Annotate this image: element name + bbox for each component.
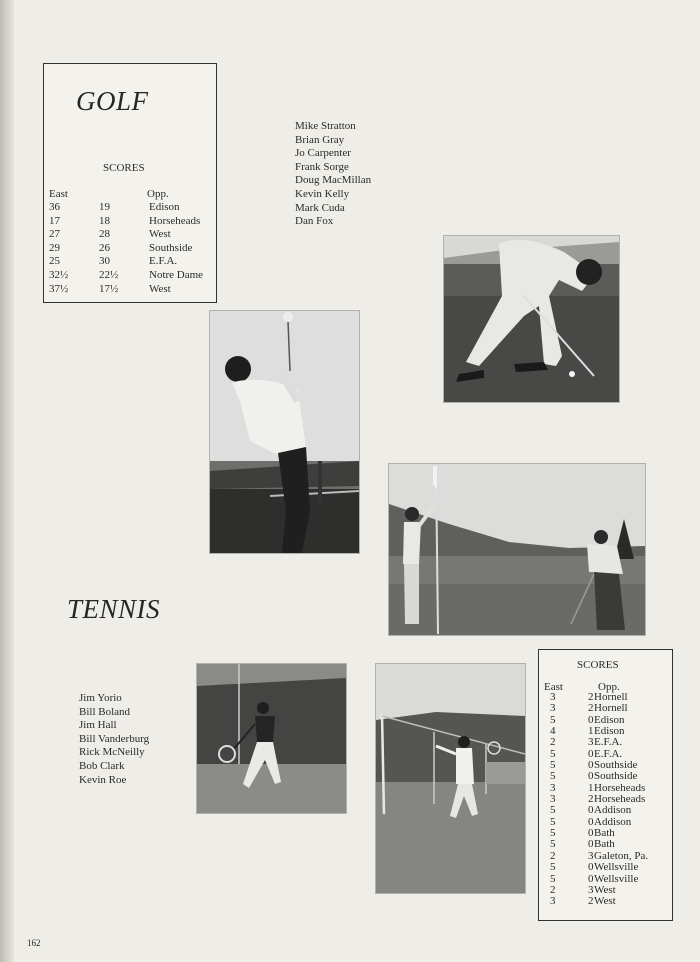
tennis-score-team: Horseheads	[594, 793, 646, 806]
golf-score-row	[49, 283, 214, 297]
golf-roster-name: Brian Gray	[295, 133, 345, 146]
tennis-score-opp: 1	[588, 725, 594, 738]
golf-roster-name: Dan Fox	[295, 215, 334, 228]
golf-roster-name: Doug MacMillan	[295, 174, 372, 187]
golf-score-row	[49, 228, 214, 242]
golf-score-team: Edison	[149, 201, 180, 213]
tennis-score-opp: 0	[588, 838, 594, 851]
tennis-score-team: Bath	[594, 838, 615, 851]
tennis-score-team: Wellsville	[594, 872, 639, 885]
tennis-score-opp: 3	[588, 883, 594, 896]
tennis-score-team: E.F.A.	[594, 736, 623, 749]
tennis-score-opp: 2	[588, 702, 594, 715]
tennis-score-opp: 0	[588, 759, 594, 772]
golf-score-east: 17	[49, 214, 60, 227]
tennis-score-opp: 3	[588, 736, 594, 749]
golf-score-row	[49, 215, 214, 229]
tennis-score-team: Addison	[594, 815, 632, 828]
golf-score-row	[49, 269, 214, 283]
tennis-score-opp: 1	[588, 781, 594, 794]
tennis-score-east: 5	[550, 872, 556, 885]
golf-score-east: 37½	[49, 282, 69, 295]
tennis-scores-heading: SCORES	[577, 659, 619, 671]
golf-roster	[295, 120, 371, 229]
tennis-score-team: Bath	[594, 827, 615, 840]
golf-title: GOLF	[76, 86, 149, 116]
golf-score-opp: 19	[99, 201, 110, 213]
golf-score-opp: 22½	[99, 268, 119, 281]
golf-score-team: Southside	[149, 241, 193, 254]
golf-score-opp: 18	[99, 214, 110, 227]
tennis-score-team: West	[594, 883, 616, 896]
tennis-score-opp: 0	[588, 747, 594, 760]
golf-col-opp: Opp.	[147, 188, 169, 200]
golf-score-opp: 28	[99, 228, 110, 241]
tennis-score-opp: 0	[588, 872, 594, 885]
golf-score-opp: 30	[99, 255, 110, 268]
tennis-score-team: Southside	[594, 770, 638, 783]
tennis-score-east: 5	[550, 838, 556, 851]
golf-roster-name: Frank Sorge	[295, 160, 349, 173]
tennis-score-opp: 2	[588, 793, 594, 806]
tennis-score-opp: 0	[588, 713, 594, 726]
golf-photo-putting	[444, 236, 619, 402]
golf-score-east: 29	[49, 241, 60, 254]
golf-score-east: 32½	[49, 268, 69, 281]
tennis-score-opp: 2	[588, 895, 594, 908]
tennis-roster-name: Rick McNeilly	[79, 746, 145, 759]
tennis-roster-name: Bill Boland	[79, 705, 131, 718]
tennis-score-opp: 2	[588, 691, 594, 703]
tennis-score-east: 3	[550, 895, 556, 908]
tennis-score-team: Hornell	[594, 691, 628, 703]
tennis-score-team: Horseheads	[594, 781, 646, 794]
tennis-score-team: Edison	[594, 725, 625, 738]
golf-roster-name: Mark Cuda	[295, 201, 345, 214]
tennis-score-east: 5	[550, 827, 556, 840]
golf-score-row	[49, 255, 214, 269]
golf-score-team: West	[149, 228, 171, 241]
tennis-roster-name: Jim Yorio	[79, 692, 122, 704]
golf-photo-green	[389, 464, 645, 635]
golf-scores-heading: SCORES	[103, 162, 145, 174]
tennis-title: TENNIS	[67, 594, 161, 624]
tennis-score-team: Wellsville	[594, 861, 639, 874]
tennis-score-east: 5	[550, 804, 556, 817]
tennis-score-opp: 0	[588, 827, 594, 840]
tennis-roster-name: Bob Clark	[79, 759, 125, 772]
tennis-score-row	[544, 703, 670, 714]
tennis-score-east: 3	[550, 702, 556, 715]
tennis-roster-name: Bill Vanderburg	[79, 732, 150, 745]
golf-roster-name: Kevin Kelly	[295, 187, 350, 200]
golf-score-team: Notre Dame	[149, 268, 204, 281]
tennis-col-east: East	[544, 681, 563, 693]
golf-photo-swing	[210, 311, 359, 553]
golf-roster-name: Jo Carpenter	[295, 147, 351, 160]
tennis-score-row	[544, 896, 670, 907]
tennis-col-opp: Opp.	[598, 681, 620, 693]
tennis-score-team: Galeton, Pa.	[594, 849, 649, 862]
tennis-photo-forehand	[197, 664, 346, 813]
tennis-score-east: 5	[550, 861, 556, 874]
tennis-score-east: 2	[550, 883, 556, 896]
tennis-score-team: West	[594, 895, 616, 908]
golf-col-east: East	[49, 188, 68, 200]
tennis-score-east: 5	[550, 747, 556, 760]
tennis-score-row	[544, 862, 670, 873]
tennis-photo-court	[376, 664, 525, 893]
golf-score-opp: 17½	[99, 282, 119, 295]
golf-scores-table	[49, 201, 214, 296]
golf-score-team: Horseheads	[149, 214, 201, 227]
tennis-roster-name: Kevin Roe	[79, 773, 127, 786]
tennis-score-east: 4	[550, 725, 556, 738]
tennis-score-opp: 3	[588, 849, 594, 862]
tennis-score-east: 2	[550, 736, 556, 749]
golf-score-team: West	[149, 282, 171, 295]
golf-roster-name: Mike Stratton	[295, 120, 356, 132]
page-number: 162	[27, 938, 41, 948]
golf-score-row	[49, 201, 214, 215]
tennis-score-east: 3	[550, 691, 556, 703]
tennis-roster	[79, 692, 149, 787]
golf-score-team: E.F.A.	[149, 255, 178, 268]
golf-score-opp: 26	[99, 241, 110, 254]
tennis-score-team: Southside	[594, 759, 638, 772]
tennis-score-opp: 0	[588, 770, 594, 783]
tennis-scores-box	[538, 649, 673, 921]
tennis-score-opp: 0	[588, 804, 594, 817]
tennis-score-east: 2	[550, 849, 556, 862]
golf-scores-box	[43, 63, 217, 303]
tennis-score-opp: 0	[588, 861, 594, 874]
golf-score-row	[49, 242, 214, 256]
golf-score-east: 36	[49, 201, 60, 213]
tennis-score-east: 5	[550, 815, 556, 828]
tennis-score-east: 5	[550, 770, 556, 783]
golf-score-east: 25	[49, 255, 60, 268]
tennis-score-east: 3	[550, 781, 556, 794]
page-binding-edge	[0, 0, 14, 962]
golf-score-east: 27	[49, 228, 60, 241]
tennis-score-team: Addison	[594, 804, 632, 817]
tennis-score-team: Hornell	[594, 702, 628, 715]
tennis-score-opp: 0	[588, 815, 594, 828]
tennis-scores-table	[544, 692, 670, 908]
tennis-roster-name: Jim Hall	[79, 719, 117, 732]
tennis-score-east: 3	[550, 793, 556, 806]
tennis-score-east: 5	[550, 713, 556, 726]
tennis-score-team: E.F.A.	[594, 747, 623, 760]
tennis-score-team: Edison	[594, 713, 625, 726]
tennis-score-east: 5	[550, 759, 556, 772]
